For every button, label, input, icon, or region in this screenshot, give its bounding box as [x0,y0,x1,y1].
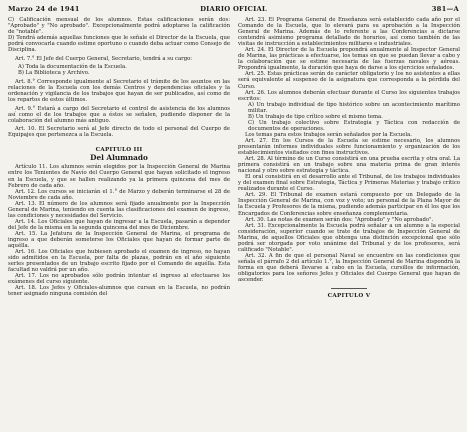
paragraph: D) Tendrá además aquellas funciones que le señale el Director de la Escuela, que podrá convocarla cuando estime oportuno o cuando deba actuar como Consejo de Disciplina. [8,35,230,54]
paragraph: Art. 17. Los no aprobados sólo podrán intentar el ingreso al efectuarse los exámenes del curso siguiente. [8,273,230,286]
chapter-title: Del Alumnado [90,153,148,163]
paragraph: Art. 8.° Corresponde igualmente al Secretario el trámite de los asuntos en las relaciones de la Escuela con los demás Centros y dependencias oficiales y la ordenación y vigilancia de los trabajos que hayan de ser publicados, así como de los repartos de estos últimos. [8,78,230,104]
list-item: B) Un trabajo de tipo crítico sobre el mismo tema. [248,113,383,120]
chapter-label: CAPITULO V [327,293,371,300]
chapter-label: CAPITULO III [95,147,143,154]
paragraph: Art. 18. Los Jefes y Oficiales-alumnos que cursan en la Escuela, no podrán tener asignado ninguna comisión del [8,285,230,298]
section-divider [331,288,367,289]
paragraph: Art. 25. Estas prácticas serán de carácter obligatorio y los no asistentes a ellas será equivalente al suspenso de la asignatura que corresponda a la pérdida del Curso. [238,71,460,90]
paragraph: Art. 32. A fin de que el personal Naval se encuentre en las condiciones que señala el párrafo 2 del artículo 1.°, la Inspección General de Marina dispondrá la forma en que deberá llevarse a cabo en la Escuela, cursillos de información, obligatorios para los señores Jefes y Oficiales del Cuerpo General que hayan de ascender. [238,252,460,284]
chapter-heading [238,293,460,299]
paragraph: Los temas para estos trabajos serán señalados por la Escuela. [245,131,412,138]
page-header [8,5,459,17]
paragraph: Art. 7.° El Jefe del Cuerpo General, Secretario, tendrá a su cargo: [15,55,193,62]
paragraph: Art. 27. En los Cursos de la Escuela se estime necesario, los alumnos presentarán informes individuales sobre funcionamiento y organización de los establecimientos visitados con fines instructivos. [238,137,460,157]
list-item: B) La Biblioteca y Archivo. [18,70,90,77]
paragraph: Art. 9.° Estará a cargo del Secretario el control de asistencia de los alumnos así como el de los trabajos que a éstos se señalen, pudiendo disponer de la colaboración del alumno más antiguo. [8,105,230,124]
paragraph: Artículo 11. Los alumnos serán elegidos por la Inspección General de Marina entre los Tenientes de Navío del Cuerpo General que hayan solicitado el ingreso en la Escuela, y que se hallen realizando ya la primera quincena del mes de Febrero de cada año. [8,164,230,189]
paragraph: Art. 10. El Secretario será al Jefe directo de todo el personal del Cuerpo de Equipajes que pertenezca a la Escuela. [8,126,230,139]
paragraph: Art. 29. El Tribunal de examen estará compuesto por un Delegado de la Inspección General de Marina, con voz y voto; un personal de la Plana Mayor de la Escuela y Profesores de la misma, pudiendo además participar en él los que los Encargados de Conferencias sobre enseñanza complementaria. [238,192,460,217]
paragraph: Art. 12. Los cursos se iniciarán el 1.° de Marzo y deberán terminarse el 28 de Noviembre de cada año. [8,188,230,201]
paragraph: Art. 31. Excepcionalmente la Escuela podrá señalar a un alumno a la especial consideración, superior cuando se trate de trabajos de Inspección General de Marina, de aquellos Oficiales que obtenga una distinción excepcional que sólo podrá ser otorgada por voto unánime del Tribunal y de los profesores, será calificado "Notable". [238,222,460,253]
list-item: A) Un trabajo individual de tipo histórico sobre un acontecimiento marítimo militar. [248,101,460,114]
paragraph: Art. 26. Los alumnos deberán efectuar durante el Curso los siguientes trabajos escritos: [238,89,460,102]
header-page-number: 381—A [431,5,459,13]
paragraph: El oral consistirá en el desarrollo ante el Tribunal, de los trabajos individuales y del examen final sobre Estrategia, Táctica y Primeras Materias y trabajo crítico realizados durante el Curso. [238,174,460,193]
paragraph: Art. 28. Al término de un Curso consistirá en una prueba escrita y otra oral. La primera consistirá en un trabajo sobre una materia prima de gran interés nacional y otro sobre estrategia y táctica. [238,156,460,175]
right-column [238,17,460,302]
paragraph: Art. 13. El número de los alumnos será fijado anualmente por la Inspección General de Marina, teniendo en cuenta las clasificaciones del examen de ingreso, las condiciones y necesidades del Servicio. [8,200,230,219]
list-item: C) Un trabajo colectivo sobre Estrategia y Táctica con redacción de documentos de operaciones. [248,119,460,132]
list-item: A) Toda la documentación de la Escuela. [18,64,127,71]
chapter-heading [8,147,230,161]
header-title: DIARIO OFICIAL [200,5,267,13]
paragraph: Art. 14. Los Oficiales que hayan de ingresar a la Escuela, pasarán a depender del Jefe de la misma en la segunda quincena del mes de Diciembre. [8,218,230,231]
paragraph: Art. 23. El Programa General de Enseñanza será establecido cada año por el Comando de la Escuela, que lo elevará para su aprobación a la Inspección General de Marina. Además de lo referente a las Conferencias a dictarse contendrá asimismo programa detallado de horarios, así como también de las visitas de instrucción a establecimientos militares e industriales. [238,17,460,48]
paragraph: C) Calificación mensual de los alumnos. Estas calificaciones serán dos: "Aprobado" y "No aprobado". Excepcionalmente podrá adoptarse la calificación de "notable". [8,17,230,36]
paragraph: Art. 16. Los Oficiales que hubiesen aprobado el examen de ingreso, no hayan sido admitidos en la Escuela, por falta de plazas, podrán en el año siguiente serles presentados de un trabajo escrito fijado por el Comando de aquélla. Esta facultad no valdrá por un año. [8,249,230,274]
paragraph: Art. 30. Las notas de examen serán dos: "Aprobado" y "No aprobado". [245,216,434,223]
left-column [8,17,230,297]
paragraph: Art. 24. El Director de la Escuela propondrá anualmente al Inspector General de Marina, las prácticas a efectuarse, los temas en que se puedan llevar a cabo y la colaboración que se estime necesaria de las fuerzas navales y aéreas. Propondrá igualmente, la duración que haya de darse a los ejercicios señalados. [238,47,460,72]
paragraph: Art. 15. La Jefatura de la Inspección General de Marina, el programa de ingreso a que deberán someterse los Oficiales que hayan de formar parte de aquélla. [8,230,230,250]
header-date: Marzo 24 de 1941 [8,5,80,13]
